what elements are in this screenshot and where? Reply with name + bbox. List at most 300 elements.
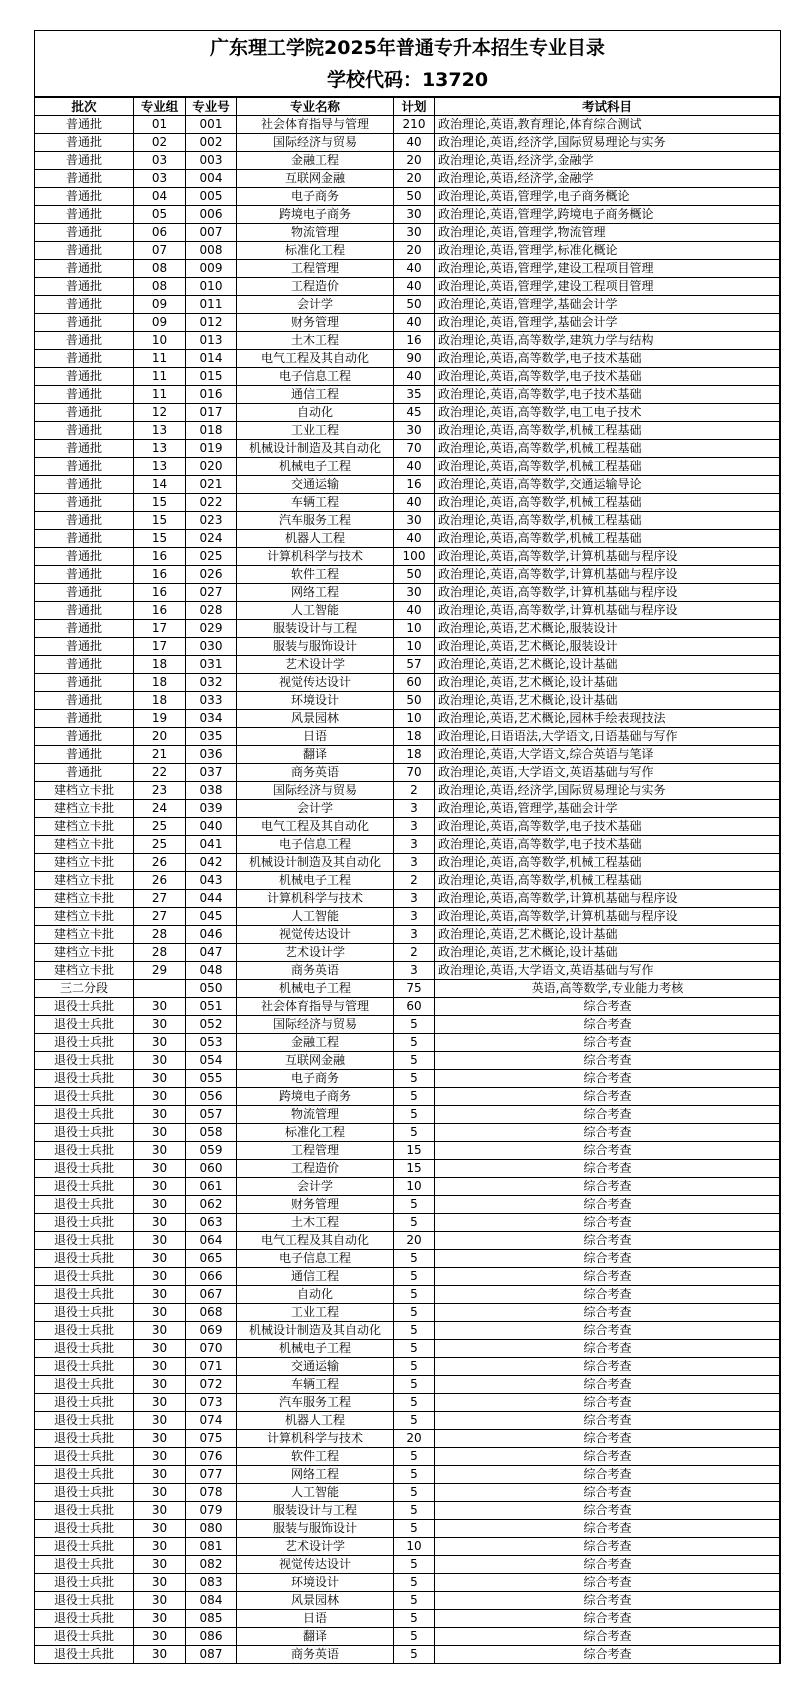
exam-subjects-cell: 政治理论,英语,大学语文,英语基础与写作 xyxy=(435,962,780,980)
major-group-cell: 16 xyxy=(134,584,186,602)
batch-cell: 普通批 xyxy=(35,260,134,278)
table-row xyxy=(35,1232,780,1250)
batch-cell: 普通批 xyxy=(35,764,134,782)
batch-cell: 普通批 xyxy=(35,278,134,296)
exam-subjects-cell: 政治理论,英语,管理学,标准化概论 xyxy=(435,242,780,260)
table-row xyxy=(35,494,780,512)
major-name-cell: 物流管理 xyxy=(237,224,394,242)
exam-subjects-cell: 政治理论,英语,高等数学,计算机基础与程序设 xyxy=(435,890,780,908)
major-name-cell: 通信工程 xyxy=(237,386,394,404)
plan-cell: 30 xyxy=(394,206,435,224)
table-row xyxy=(35,872,780,890)
plan-cell: 5 xyxy=(394,1070,435,1088)
table-row xyxy=(35,1286,780,1304)
major-code-cell: 019 xyxy=(186,440,237,458)
major-name-cell: 社会体育指导与管理 xyxy=(237,998,394,1016)
table-row xyxy=(35,548,780,566)
major-name-cell: 风景园林 xyxy=(237,710,394,728)
exam-subjects-cell: 综合考查 xyxy=(435,1286,780,1304)
batch-cell: 建档立卡批 xyxy=(35,962,134,980)
table-row xyxy=(35,1448,780,1466)
plan-cell: 57 xyxy=(394,656,435,674)
table-row xyxy=(35,1034,780,1052)
table-row xyxy=(35,908,780,926)
batch-cell: 退役士兵批 xyxy=(35,1592,134,1610)
table-row xyxy=(35,1628,780,1646)
major-group-cell: 10 xyxy=(134,332,186,350)
school-code: 学校代码：13720 xyxy=(35,65,780,97)
plan-cell: 40 xyxy=(394,368,435,386)
table-row xyxy=(35,1196,780,1214)
exam-subjects-cell: 综合考查 xyxy=(435,1160,780,1178)
major-name-cell: 商务英语 xyxy=(237,1646,394,1664)
major-group-cell: 11 xyxy=(134,386,186,404)
major-name-cell: 互联网金融 xyxy=(237,1052,394,1070)
plan-cell: 70 xyxy=(394,764,435,782)
major-code-cell: 080 xyxy=(186,1520,237,1538)
table-row xyxy=(35,710,780,728)
table-row xyxy=(35,404,780,422)
major-code-cell: 084 xyxy=(186,1592,237,1610)
major-code-cell: 064 xyxy=(186,1232,237,1250)
major-name-cell: 人工智能 xyxy=(237,602,394,620)
major-group-cell: 30 xyxy=(134,1160,186,1178)
major-code-cell: 070 xyxy=(186,1340,237,1358)
plan-cell: 15 xyxy=(394,1142,435,1160)
major-code-cell: 073 xyxy=(186,1394,237,1412)
major-code-cell: 071 xyxy=(186,1358,237,1376)
batch-cell: 普通批 xyxy=(35,458,134,476)
table-row xyxy=(35,1358,780,1376)
major-code-cell: 072 xyxy=(186,1376,237,1394)
major-code-cell: 034 xyxy=(186,710,237,728)
major-group-cell: 30 xyxy=(134,1340,186,1358)
plan-cell: 5 xyxy=(394,1268,435,1286)
major-name-cell: 环境设计 xyxy=(237,692,394,710)
major-code-cell: 001 xyxy=(186,116,237,134)
major-name-cell: 电子信息工程 xyxy=(237,1250,394,1268)
batch-cell: 普通批 xyxy=(35,620,134,638)
major-name-cell: 电子商务 xyxy=(237,188,394,206)
major-name-cell: 工业工程 xyxy=(237,422,394,440)
major-group-cell: 30 xyxy=(134,1016,186,1034)
exam-subjects-cell: 综合考查 xyxy=(435,1376,780,1394)
major-code-cell: 068 xyxy=(186,1304,237,1322)
batch-cell: 建档立卡批 xyxy=(35,818,134,836)
major-name-cell: 电气工程及其自动化 xyxy=(237,1232,394,1250)
major-code-cell: 060 xyxy=(186,1160,237,1178)
batch-cell: 退役士兵批 xyxy=(35,1646,134,1664)
table-row xyxy=(35,152,780,170)
major-name-cell: 计算机科学与技术 xyxy=(237,548,394,566)
exam-subjects-cell: 政治理论,英语,艺术概论,设计基础 xyxy=(435,944,780,962)
major-name-cell: 商务英语 xyxy=(237,764,394,782)
batch-cell: 退役士兵批 xyxy=(35,1124,134,1142)
batch-cell: 退役士兵批 xyxy=(35,1286,134,1304)
plan-cell: 10 xyxy=(394,620,435,638)
major-name-cell: 计算机科学与技术 xyxy=(237,890,394,908)
table-row xyxy=(35,1016,780,1034)
exam-subjects-cell: 综合考查 xyxy=(435,1340,780,1358)
major-name-cell: 机械设计制造及其自动化 xyxy=(237,854,394,872)
major-code-cell: 029 xyxy=(186,620,237,638)
table-row xyxy=(35,566,780,584)
table-row xyxy=(35,1052,780,1070)
major-code-cell: 085 xyxy=(186,1610,237,1628)
major-name-cell: 机械电子工程 xyxy=(237,980,394,998)
major-code-cell: 021 xyxy=(186,476,237,494)
exam-subjects-cell: 综合考查 xyxy=(435,1394,780,1412)
major-code-cell: 079 xyxy=(186,1502,237,1520)
major-group-cell: 30 xyxy=(134,1376,186,1394)
major-group-cell: 22 xyxy=(134,764,186,782)
plan-cell: 10 xyxy=(394,638,435,656)
major-name-cell: 自动化 xyxy=(237,1286,394,1304)
major-name-cell: 网络工程 xyxy=(237,1466,394,1484)
table-row xyxy=(35,656,780,674)
table-row xyxy=(35,1592,780,1610)
major-group-cell: 28 xyxy=(134,944,186,962)
table-row xyxy=(35,224,780,242)
plan-cell: 5 xyxy=(394,1646,435,1664)
exam-subjects-cell: 政治理论,英语,大学语文,英语基础与写作 xyxy=(435,764,780,782)
major-code-cell: 067 xyxy=(186,1286,237,1304)
batch-cell: 普通批 xyxy=(35,404,134,422)
batch-cell: 建档立卡批 xyxy=(35,908,134,926)
major-code-cell: 018 xyxy=(186,422,237,440)
batch-cell: 普通批 xyxy=(35,440,134,458)
table-row xyxy=(35,584,780,602)
table-row xyxy=(35,1214,780,1232)
plan-cell: 5 xyxy=(394,1196,435,1214)
major-name-cell: 汽车服务工程 xyxy=(237,1394,394,1412)
exam-subjects-cell: 政治理论,英语,高等数学,计算机基础与程序设 xyxy=(435,548,780,566)
exam-subjects-cell: 综合考查 xyxy=(435,1232,780,1250)
table-row xyxy=(35,674,780,692)
exam-subjects-cell: 综合考查 xyxy=(435,1430,780,1448)
batch-cell: 退役士兵批 xyxy=(35,1520,134,1538)
major-group-cell: 17 xyxy=(134,620,186,638)
major-code-cell: 005 xyxy=(186,188,237,206)
major-group-cell: 30 xyxy=(134,1070,186,1088)
plan-cell: 5 xyxy=(394,1088,435,1106)
plan-cell: 5 xyxy=(394,1124,435,1142)
batch-cell: 退役士兵批 xyxy=(35,1142,134,1160)
major-code-cell: 023 xyxy=(186,512,237,530)
batch-cell: 普通批 xyxy=(35,314,134,332)
table-row xyxy=(35,1340,780,1358)
plan-cell: 5 xyxy=(394,1448,435,1466)
plan-cell: 210 xyxy=(394,116,435,134)
plan-cell: 20 xyxy=(394,152,435,170)
batch-cell: 普通批 xyxy=(35,170,134,188)
major-group-cell: 30 xyxy=(134,1250,186,1268)
major-code-cell: 027 xyxy=(186,584,237,602)
major-code-cell: 026 xyxy=(186,566,237,584)
major-code-cell: 061 xyxy=(186,1178,237,1196)
major-code-cell: 031 xyxy=(186,656,237,674)
major-group-cell: 15 xyxy=(134,512,186,530)
major-name-cell: 服装与服饰设计 xyxy=(237,638,394,656)
major-group-cell: 27 xyxy=(134,890,186,908)
exam-subjects-cell: 综合考查 xyxy=(435,1466,780,1484)
plan-cell: 60 xyxy=(394,998,435,1016)
exam-subjects-cell: 政治理论,英语,高等数学,机械工程基础 xyxy=(435,494,780,512)
major-group-cell: 30 xyxy=(134,1232,186,1250)
batch-cell: 建档立卡批 xyxy=(35,800,134,818)
batch-cell: 普通批 xyxy=(35,746,134,764)
major-code-cell: 058 xyxy=(186,1124,237,1142)
major-group-cell: 03 xyxy=(134,170,186,188)
table-row xyxy=(35,476,780,494)
major-group-cell: 18 xyxy=(134,674,186,692)
table-row xyxy=(35,764,780,782)
table-row xyxy=(35,260,780,278)
major-name-cell: 工业工程 xyxy=(237,1304,394,1322)
batch-cell: 建档立卡批 xyxy=(35,872,134,890)
major-group-cell: 30 xyxy=(134,1592,186,1610)
table-row xyxy=(35,242,780,260)
exam-subjects-cell: 综合考查 xyxy=(435,998,780,1016)
plan-cell: 3 xyxy=(394,818,435,836)
table-row xyxy=(35,350,780,368)
batch-cell: 普通批 xyxy=(35,206,134,224)
plan-cell: 20 xyxy=(394,1232,435,1250)
table-row xyxy=(35,944,780,962)
batch-cell: 退役士兵批 xyxy=(35,1610,134,1628)
major-group-cell: 30 xyxy=(134,1304,186,1322)
batch-cell: 普通批 xyxy=(35,530,134,548)
plan-cell: 5 xyxy=(394,1304,435,1322)
major-name-cell: 汽车服务工程 xyxy=(237,512,394,530)
major-group-cell: 30 xyxy=(134,1430,186,1448)
major-code-cell: 069 xyxy=(186,1322,237,1340)
major-group-cell: 30 xyxy=(134,1538,186,1556)
batch-cell: 建档立卡批 xyxy=(35,944,134,962)
table-row xyxy=(35,746,780,764)
major-name-cell: 日语 xyxy=(237,1610,394,1628)
table-row xyxy=(35,1466,780,1484)
major-name-cell: 电子商务 xyxy=(237,1070,394,1088)
major-code-cell: 036 xyxy=(186,746,237,764)
batch-cell: 三二分段 xyxy=(35,980,134,998)
major-code-cell: 032 xyxy=(186,674,237,692)
plan-cell: 15 xyxy=(394,1160,435,1178)
major-code-cell: 030 xyxy=(186,638,237,656)
major-group-cell: 14 xyxy=(134,476,186,494)
major-group-cell: 30 xyxy=(134,1556,186,1574)
plan-cell: 3 xyxy=(394,854,435,872)
major-group-cell: 30 xyxy=(134,1214,186,1232)
major-name-cell: 商务英语 xyxy=(237,962,394,980)
major-group-cell: 09 xyxy=(134,314,186,332)
plan-cell: 3 xyxy=(394,926,435,944)
exam-subjects-cell: 政治理论,英语,管理学,电子商务概论 xyxy=(435,188,780,206)
major-name-cell: 机器人工程 xyxy=(237,530,394,548)
plan-cell: 5 xyxy=(394,1592,435,1610)
major-name-cell: 人工智能 xyxy=(237,908,394,926)
major-code-cell: 007 xyxy=(186,224,237,242)
major-group-cell: 16 xyxy=(134,548,186,566)
plan-cell: 100 xyxy=(394,548,435,566)
exam-subjects-cell: 综合考查 xyxy=(435,1304,780,1322)
exam-subjects-cell: 政治理论,英语,管理学,跨境电子商务概论 xyxy=(435,206,780,224)
major-code-cell: 056 xyxy=(186,1088,237,1106)
major-group-cell: 30 xyxy=(134,1322,186,1340)
major-name-cell: 金融工程 xyxy=(237,152,394,170)
batch-cell: 普通批 xyxy=(35,566,134,584)
table-row xyxy=(35,530,780,548)
major-name-cell: 标准化工程 xyxy=(237,1124,394,1142)
major-name-cell: 人工智能 xyxy=(237,1484,394,1502)
exam-subjects-cell: 综合考查 xyxy=(435,1214,780,1232)
exam-subjects-cell: 政治理论,英语,教育理论,体育综合测试 xyxy=(435,116,780,134)
major-code-cell: 038 xyxy=(186,782,237,800)
major-code-cell: 041 xyxy=(186,836,237,854)
plan-cell: 40 xyxy=(394,494,435,512)
exam-subjects-cell: 综合考查 xyxy=(435,1106,780,1124)
major-name-cell: 土木工程 xyxy=(237,332,394,350)
plan-cell: 5 xyxy=(394,1052,435,1070)
table-row xyxy=(35,1430,780,1448)
exam-subjects-cell: 政治理论,英语,经济学,金融学 xyxy=(435,170,780,188)
plan-cell: 50 xyxy=(394,692,435,710)
major-group-cell: 18 xyxy=(134,656,186,674)
major-group-cell: 13 xyxy=(134,440,186,458)
major-group-cell: 21 xyxy=(134,746,186,764)
exam-subjects-cell: 政治理论,英语,高等数学,计算机基础与程序设 xyxy=(435,602,780,620)
major-group-cell: 12 xyxy=(134,404,186,422)
plan-cell: 5 xyxy=(394,1376,435,1394)
batch-cell: 退役士兵批 xyxy=(35,1232,134,1250)
major-group-cell: 30 xyxy=(134,1286,186,1304)
table-row xyxy=(35,1322,780,1340)
major-group-cell: 30 xyxy=(134,1466,186,1484)
batch-cell: 普通批 xyxy=(35,638,134,656)
exam-subjects-cell: 政治理论,英语,高等数学,机械工程基础 xyxy=(435,530,780,548)
major-code-cell: 053 xyxy=(186,1034,237,1052)
major-name-cell: 软件工程 xyxy=(237,566,394,584)
header-major-name: 专业名称 xyxy=(237,98,394,116)
major-group-cell: 29 xyxy=(134,962,186,980)
batch-cell: 退役士兵批 xyxy=(35,1358,134,1376)
exam-subjects-cell: 政治理论,英语,高等数学,交通运输导论 xyxy=(435,476,780,494)
major-name-cell: 视觉传达设计 xyxy=(237,1556,394,1574)
exam-subjects-cell: 综合考查 xyxy=(435,1196,780,1214)
table-row xyxy=(35,314,780,332)
batch-cell: 普通批 xyxy=(35,548,134,566)
exam-subjects-cell: 综合考查 xyxy=(435,1358,780,1376)
table-row xyxy=(35,1160,780,1178)
major-code-cell: 087 xyxy=(186,1646,237,1664)
batch-cell: 普通批 xyxy=(35,692,134,710)
plan-cell: 5 xyxy=(394,1214,435,1232)
table-header-row xyxy=(35,98,780,116)
major-name-cell: 自动化 xyxy=(237,404,394,422)
major-name-cell: 机械设计制造及其自动化 xyxy=(237,1322,394,1340)
major-group-cell: 30 xyxy=(134,1106,186,1124)
exam-subjects-cell: 政治理论,英语,艺术概论,设计基础 xyxy=(435,674,780,692)
major-group-cell: 25 xyxy=(134,836,186,854)
header-major-code: 专业号 xyxy=(186,98,237,116)
plan-cell: 45 xyxy=(394,404,435,422)
batch-cell: 退役士兵批 xyxy=(35,1502,134,1520)
table-row xyxy=(35,422,780,440)
table-row xyxy=(35,1610,780,1628)
major-name-cell: 交通运输 xyxy=(237,476,394,494)
major-code-cell: 074 xyxy=(186,1412,237,1430)
exam-subjects-cell: 政治理论,英语,高等数学,机械工程基础 xyxy=(435,458,780,476)
exam-subjects-cell: 政治理论,英语,经济学,国际贸易理论与实务 xyxy=(435,134,780,152)
major-name-cell: 财务管理 xyxy=(237,314,394,332)
plan-cell: 18 xyxy=(394,746,435,764)
major-group-cell: 30 xyxy=(134,1502,186,1520)
table-row xyxy=(35,1304,780,1322)
batch-cell: 退役士兵批 xyxy=(35,1484,134,1502)
table-row xyxy=(35,170,780,188)
major-group-cell: 26 xyxy=(134,872,186,890)
major-code-cell: 002 xyxy=(186,134,237,152)
plan-cell: 70 xyxy=(394,440,435,458)
major-name-cell: 机械电子工程 xyxy=(237,458,394,476)
plan-cell: 5 xyxy=(394,1394,435,1412)
batch-cell: 普通批 xyxy=(35,422,134,440)
table-row xyxy=(35,980,780,998)
exam-subjects-cell: 政治理论,英语,经济学,金融学 xyxy=(435,152,780,170)
batch-cell: 退役士兵批 xyxy=(35,1376,134,1394)
batch-cell: 退役士兵批 xyxy=(35,1178,134,1196)
major-name-cell: 国际经济与贸易 xyxy=(237,134,394,152)
plan-cell: 5 xyxy=(394,1340,435,1358)
major-group-cell: 11 xyxy=(134,368,186,386)
major-code-cell: 015 xyxy=(186,368,237,386)
plan-cell: 5 xyxy=(394,1574,435,1592)
exam-subjects-cell: 政治理论,英语,大学语文,综合英语与笔译 xyxy=(435,746,780,764)
batch-cell: 退役士兵批 xyxy=(35,1556,134,1574)
batch-cell: 退役士兵批 xyxy=(35,1538,134,1556)
batch-cell: 退役士兵批 xyxy=(35,1466,134,1484)
exam-subjects-cell: 政治理论,英语,艺术概论,服装设计 xyxy=(435,620,780,638)
exam-subjects-cell: 政治理论,英语,管理学,物流管理 xyxy=(435,224,780,242)
batch-cell: 退役士兵批 xyxy=(35,1214,134,1232)
table-row xyxy=(35,818,780,836)
major-name-cell: 国际经济与贸易 xyxy=(237,1016,394,1034)
major-code-cell: 076 xyxy=(186,1448,237,1466)
plan-cell: 20 xyxy=(394,242,435,260)
major-code-cell: 011 xyxy=(186,296,237,314)
major-code-cell: 028 xyxy=(186,602,237,620)
table-row xyxy=(35,1520,780,1538)
major-name-cell: 电气工程及其自动化 xyxy=(237,350,394,368)
exam-subjects-cell: 政治理论,英语,管理学,基础会计学 xyxy=(435,296,780,314)
document-title: 广东理工学院2025年普通专升本招生专业目录 xyxy=(210,37,605,59)
catalog-sheet xyxy=(34,30,781,1664)
plan-cell: 3 xyxy=(394,962,435,980)
exam-subjects-cell: 政治理论,英语,高等数学,电子技术基础 xyxy=(435,350,780,368)
exam-subjects-cell: 综合考查 xyxy=(435,1250,780,1268)
major-group-cell: 20 xyxy=(134,728,186,746)
table-row xyxy=(35,386,780,404)
batch-cell: 退役士兵批 xyxy=(35,1430,134,1448)
major-name-cell: 会计学 xyxy=(237,1178,394,1196)
major-name-cell: 环境设计 xyxy=(237,1574,394,1592)
major-name-cell: 车辆工程 xyxy=(237,494,394,512)
exam-subjects-cell: 政治理论,英语,艺术概论,园林手绘表现技法 xyxy=(435,710,780,728)
table-row xyxy=(35,512,780,530)
batch-cell: 普通批 xyxy=(35,728,134,746)
major-name-cell: 土木工程 xyxy=(237,1214,394,1232)
exam-subjects-cell: 综合考查 xyxy=(435,1592,780,1610)
